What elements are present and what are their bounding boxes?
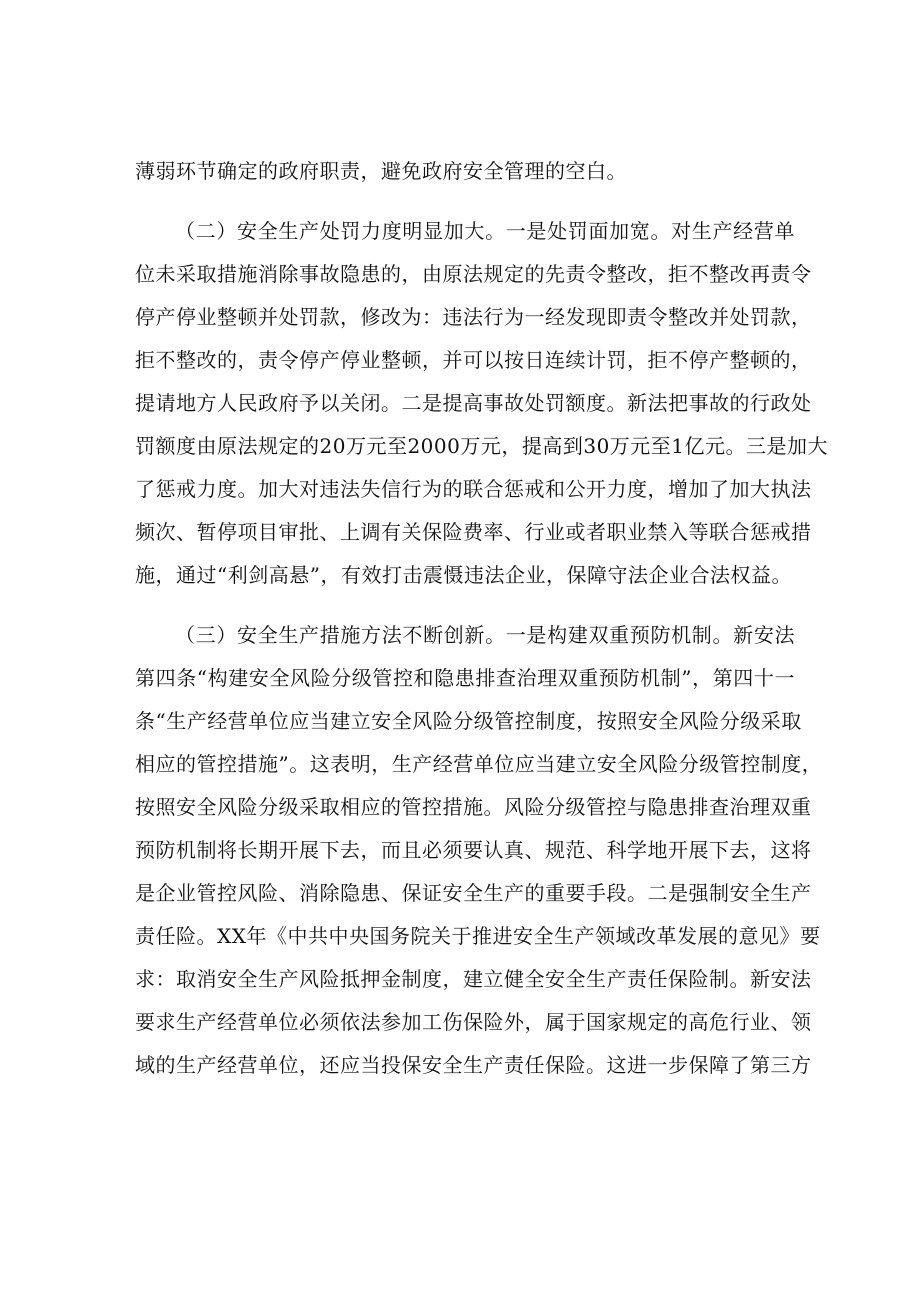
paragraph-1-line-1: 薄弱环节确定的政府职责，避免政府安全管理的空白。 (135, 159, 627, 183)
paragraph-3-line-9: 求：取消安全生产风险抵押金制度，建立健全安全生产责任保险制。新安法 (135, 967, 812, 991)
paragraph-3-line-5: 按照安全风险分级采取相应的管控措施。风险分级管控与隐患排查治理双重 (135, 795, 812, 819)
paragraph-2-line-5: 提请地方人民政府予以关闭。二是提高事故处罚额度。新法把事故的行政处 (135, 391, 812, 415)
paragraph-2-line-2: 位未采取措施消除事故隐患的，由原法规定的先责令整改，拒不整改再责令 (135, 262, 812, 286)
paragraph-3-line-7: 是企业管控风险、消除隐患、保证安全生产的重要手段。二是强制安全生产 (135, 881, 812, 905)
paragraph-2-line-4: 拒不整改的，责令停产停业整顿，并可以按日连续计罚，拒不停产整顿的， (135, 348, 812, 372)
paragraph-3-line-11: 域的生产经营单位，还应当投保安全生产责任保险。这进一步保障了第三方 (135, 1053, 812, 1077)
paragraph-2-line-8: 频次、暂停项目审批、上调有关保险费率、行业或者职业禁入等联合惩戒措 (135, 520, 812, 544)
paragraph-2-line-7: 了惩戒力度。加大对违法失信行为的联合惩戒和公开力度，增加了加大执法 (135, 477, 812, 501)
paragraph-3-line-4: 相应的管控措施”。这表明，生产经营单位应当建立安全风险分级管控制度， (135, 752, 823, 776)
paragraph-3-line-3: 条“生产经营单位应当建立安全风险分级管控制度，按照安全风险分级采取 (135, 709, 802, 733)
paragraph-3-line-10: 要求生产经营单位必须依法参加工伤保险外，属于国家规定的高危行业、领 (135, 1010, 812, 1034)
paragraph-2-line-3: 停产停业整顿并处罚款，修改为：违法行为一经发现即责令整改并处罚款， (135, 305, 812, 329)
paragraph-3-line-1: （三）安全生产措施方法不断创新。一是构建双重预防机制。新安法 (175, 623, 795, 647)
paragraph-3-line-6: 预防机制将长期开展下去，而且必须要认真、规范、科学地开展下去，这将 (135, 838, 812, 862)
paragraph-2-line-6: 罚额度由原法规定的20万元至2000万元，提高到30万元至1亿元。三是加大 (135, 434, 829, 458)
paragraph-2-line-9: 施，通过“利剑高悬”，有效打击震慑违法企业，保障守法企业合法权益。 (135, 563, 792, 587)
paragraph-2-line-1: （二）安全生产处罚力度明显加大。一是处罚面加宽。对生产经营单 (175, 219, 795, 243)
paragraph-3-line-2: 第四条“构建安全风险分级管控和隐患排查治理双重预防机制”，第四十一 (135, 666, 795, 690)
paragraph-3-line-8: 责任险。XX年《中共中央国务院关于推进安全生产领域改革发展的意见》要 (135, 924, 821, 948)
